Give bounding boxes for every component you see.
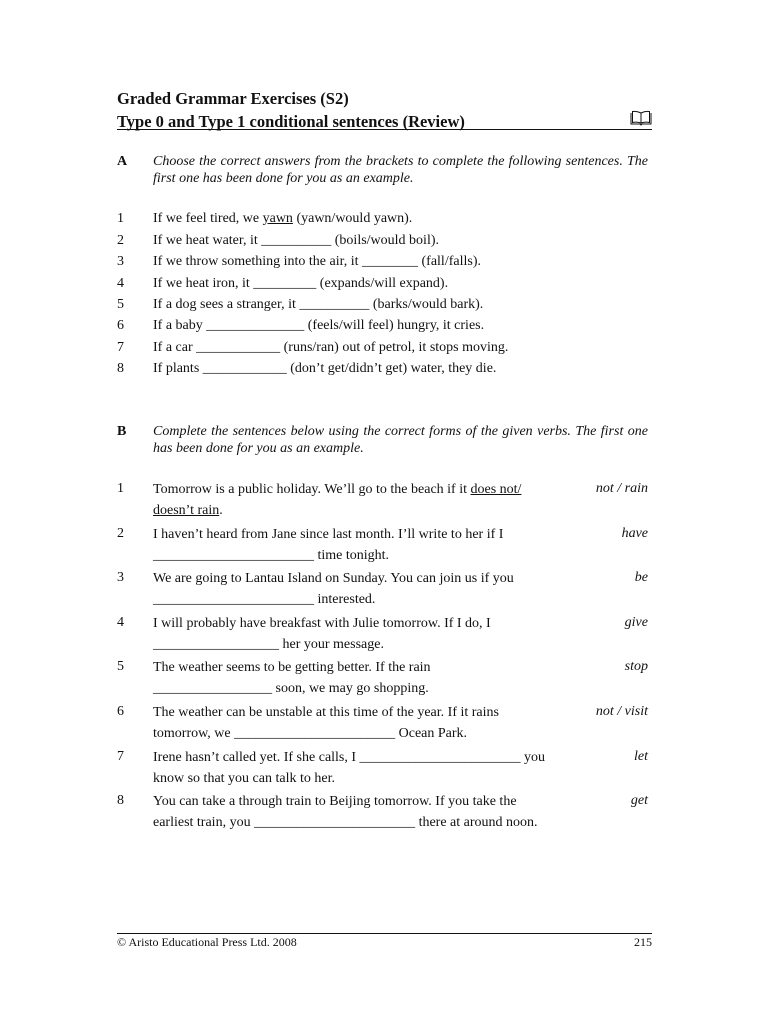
page-number: 215 (634, 935, 652, 949)
question-stem: If we throw something into the air, it ________ (fall/falls). (153, 254, 481, 269)
question-number: 8 (117, 793, 124, 808)
example-answer: doesn’t rain (153, 503, 220, 518)
question-continuation: earliest train, you _______________________ there at around noon. (153, 815, 538, 830)
question-text (153, 233, 439, 249)
given-verb: not / visit (595, 704, 648, 719)
question-stem: If a car ____________ (runs/ran) out of petrol, it stops moving. (153, 340, 509, 355)
question-stem: If a baby ______________ (feels/will feel) hungry, it cries. (153, 318, 485, 333)
footer-divider (117, 933, 652, 934)
question-number: 2 (117, 526, 124, 541)
question-stem: If plants ____________ (don’t get/didn’t get) water, they die. (153, 361, 497, 376)
question-stem: If we heat iron, it _________ (expands/will expand). (153, 276, 449, 291)
question-number: 1 (117, 481, 124, 496)
question-number: 4 (117, 276, 124, 291)
question-continuation: . (219, 503, 223, 518)
given-verb: get (630, 793, 648, 808)
question-stem: We are going to Lantau Island on Sunday. You can join us if you (153, 571, 514, 586)
question-number: 6 (117, 318, 124, 333)
question-stem: I will probably have breakfast with Julie tomorrow. If I do, I (153, 616, 491, 631)
question-number: 3 (117, 254, 124, 269)
question-stem: The weather can be unstable at this time of the year. If it rains (153, 705, 499, 720)
section-a-letter: A (117, 154, 128, 169)
question-text (153, 254, 481, 270)
question-stem: Irene hasn’t called yet. If she calls, I _______________________ you (153, 750, 546, 765)
question-number: 3 (117, 570, 124, 585)
book-icon (630, 110, 652, 126)
copyright: © Aristo Educational Press Ltd. 2008 (117, 935, 297, 949)
question-number: 8 (117, 361, 124, 376)
worksheet-title: Graded Grammar Exercises (S2) (117, 89, 349, 108)
question-number: 5 (117, 297, 124, 312)
section-a-instruction: Choose the correct answers from the brackets to complete the following sentences. The first one has been done for you as an example. (153, 154, 648, 186)
question-text (153, 657, 583, 699)
question-number: 6 (117, 704, 124, 719)
given-verb: let (634, 749, 648, 764)
question-tail: (yawn/would yawn). (292, 211, 413, 226)
given-verb: give (624, 615, 648, 630)
question-text (153, 276, 448, 292)
question-text (153, 747, 583, 789)
question-number: 1 (117, 211, 124, 226)
question-stem: If we heat water, it __________ (boils/would boil). (153, 233, 439, 248)
question-continuation: __________________ her your message. (153, 637, 384, 652)
question-stem: You can take a through train to Beijing tomorrow. If you take the (153, 794, 517, 809)
question-continuation: _______________________ time tonight. (153, 548, 390, 563)
question-stem: If we feel tired, we (153, 211, 263, 226)
given-verb: stop (624, 659, 648, 674)
question-number: 2 (117, 233, 124, 248)
question-continuation: know so that you can talk to her. (153, 771, 335, 786)
worksheet-subtitle: Type 0 and Type 1 conditional sentences (Review) (117, 112, 465, 131)
question-stem: If a dog sees a stranger, it __________ (barks/would bark). (153, 297, 484, 312)
given-verb: have (621, 526, 648, 541)
question-continuation: _______________________ interested. (153, 592, 376, 607)
question-text (153, 297, 483, 313)
given-verb: be (634, 570, 648, 585)
question-text (153, 524, 583, 566)
question-text (153, 702, 583, 744)
question-text (153, 340, 508, 356)
question-text (153, 613, 583, 655)
section-b-letter: B (117, 424, 127, 439)
question-number: 7 (117, 749, 124, 764)
question-stem: Tomorrow is a public holiday. We’ll go to the beach if it (153, 482, 471, 497)
question-stem: I haven’t heard from Jane since last month. I’ll write to her if I (153, 527, 504, 542)
question-stem: The weather seems to be getting better. If the rain (153, 660, 431, 675)
question-text (153, 479, 583, 521)
question-text (153, 568, 583, 610)
given-verb: not / rain (595, 481, 648, 496)
title-divider (117, 129, 652, 130)
question-continuation: _________________ soon, we may go shopping. (153, 681, 429, 696)
example-answer: yawn (262, 211, 293, 226)
section-b-instruction: Complete the sentences below using the correct forms of the given verbs. The first one has been done for you as an example. (153, 424, 648, 456)
question-number: 4 (117, 615, 124, 630)
question-text (153, 318, 484, 334)
question-text (153, 361, 496, 377)
question-number: 7 (117, 340, 124, 355)
question-continuation: tomorrow, we _______________________ Ocean Park. (153, 726, 468, 741)
example-answer: does not/ (470, 482, 522, 497)
question-text (153, 211, 412, 227)
question-number: 5 (117, 659, 124, 674)
question-text (153, 791, 583, 833)
